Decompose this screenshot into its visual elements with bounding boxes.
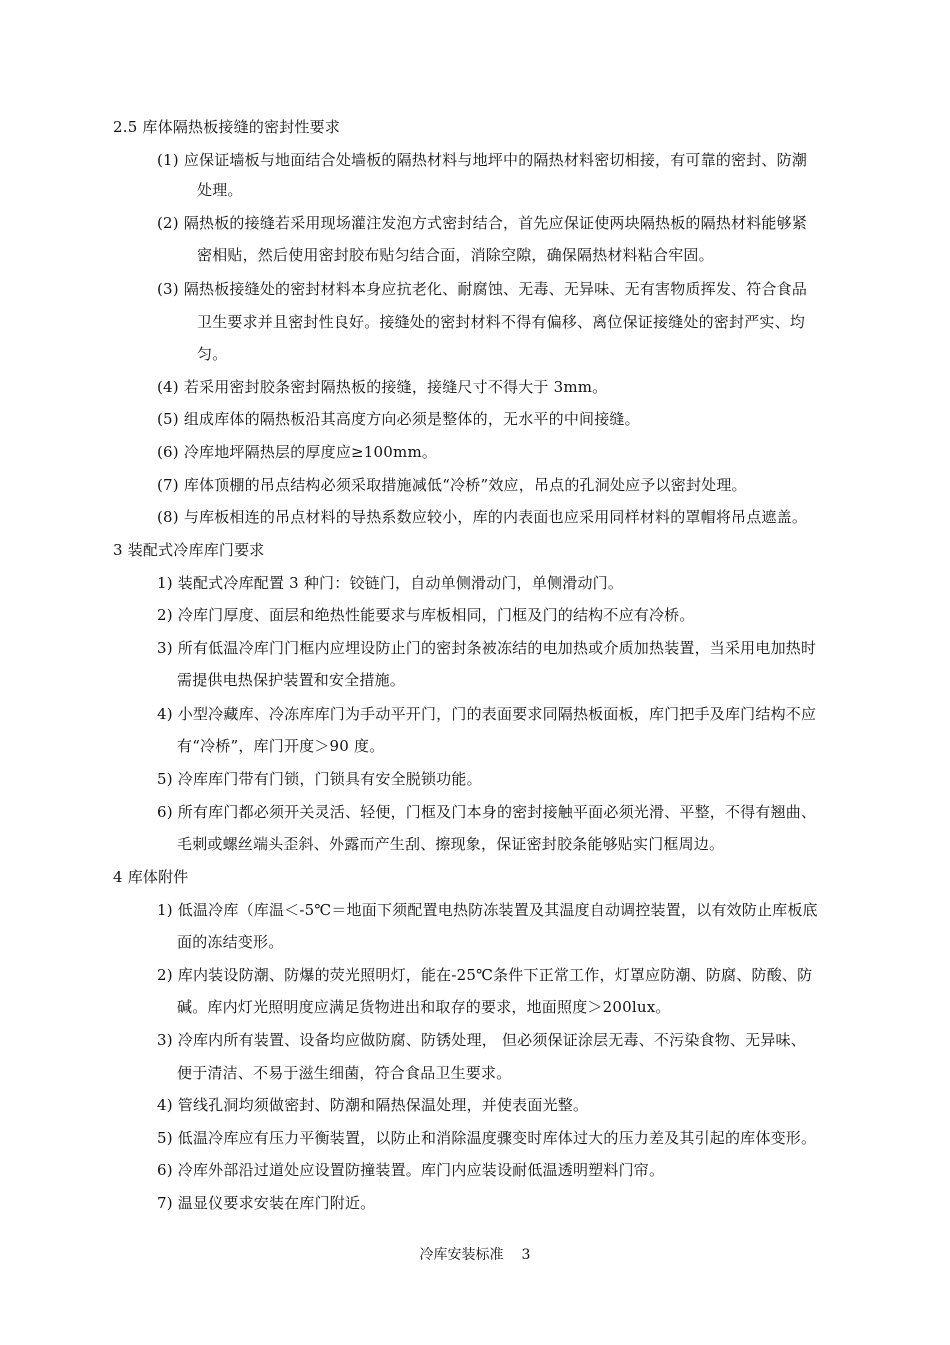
list-item-line: 3) 所有低温冷库门门框内应埋设防止门的密封条被冻结的电加热或介质加热装置，当采用电加热时	[157, 639, 817, 657]
list-item-line: 3) 冷库内所有装置、设备均应做防腐、防锈处理， 但必须保证涂层无毒、不污染食物、无异味、	[157, 1031, 806, 1049]
list-item-line: 有“冷桥”，库门开度＞90 度。	[177, 737, 385, 755]
list-item-line: (7) 库体顶棚的吊点结构必须采取措施减低“冷桥”效应，吊点的孔洞处应予以密封处理。	[157, 476, 747, 494]
section-heading-2-5: 2.5 库体隔热板接缝的密封性要求	[113, 118, 341, 136]
list-item-line: 密相贴，然后使用密封胶布贴匀结合面，消除空隙，确保隔热材料粘合牢固。	[197, 246, 714, 264]
section-heading-4: 4 库体附件	[113, 868, 189, 886]
list-item-line: 5) 低温冷库应有压力平衡装置，以防止和消除温度骤变时库体过大的压力差及其引起的库体变形。	[157, 1129, 817, 1147]
list-item-line: 1) 装配式冷库配置 3 种门：铰链门，自动单侧滑动门，单侧滑动门。	[157, 574, 624, 592]
list-item-line: 1) 低温冷库（库温＜-5℃＝地面下须配置电热防冻装置及其温度自动调控装置，以有效防止库板底	[157, 901, 818, 919]
section-heading-3: 3 装配式冷库库门要求	[113, 541, 265, 559]
list-item-line: 匀。	[197, 345, 228, 363]
list-item-line: (8) 与库板相连的吊点材料的导热系数应较小，库的内表面也应采用同样材料的罩帽将吊点遮盖。	[157, 508, 808, 526]
list-item-line: 5) 冷库库门带有门锁，门锁具有安全脱锁功能。	[157, 770, 482, 788]
list-item-line: 面的冻结变形。	[177, 933, 284, 951]
list-item-line: 卫生要求并且密封性良好。接缝处的密封材料不得有偏移、离位保证接缝处的密封严实、均	[197, 313, 806, 331]
list-item-line: 4) 管线孔洞均须做密封、防潮和隔热保温处理，并使表面光整。	[157, 1096, 589, 1114]
list-item-line: (1) 应保证墙板与地面结合处墙板的隔热材料与地坪中的隔热材料密切相接，有可靠的密封、防潮	[157, 151, 808, 169]
list-item-line: 碱。库内灯光照明度应满足货物进出和取存的要求，地面照度＞200lux。	[177, 998, 671, 1016]
list-item-line: 处理。	[197, 181, 243, 199]
list-item-line: (4) 若采用密封胶条密封隔热板的接缝，接缝尺寸不得大于 3mm。	[157, 378, 608, 396]
list-item-line: 7) 温显仪要求安装在库门附近。	[157, 1194, 376, 1212]
list-item-line: (5) 组成库体的隔热板沿其高度方向必须是整体的，无水平的中间接缝。	[157, 410, 640, 428]
list-item-line: (2) 隔热板的接缝若采用现场灌注发泡方式密封结合，首先应保证使两块隔热板的隔热材料能够紧	[157, 214, 808, 232]
list-item-line: 6) 冷库外部沿过道处应设置防撞装置。库门内应装设耐低温透明塑料门帘。	[157, 1161, 665, 1179]
list-item-line: 4) 小型冷藏库、冷冻库库门为手动平开门，门的表面要求同隔热板面板，库门把手及库门结构不应	[157, 705, 817, 723]
list-item-line: 2) 冷库门厚度、面层和绝热性能要求与库板相同，门框及门的结构不应有冷桥。	[157, 606, 695, 624]
footer-title: 冷库安装标准	[419, 1247, 504, 1263]
list-item-line: 2) 库内装设防潮、防爆的荧光照明灯，能在-25℃条件下正常工作，灯罩应防潮、防腐、防酸、防	[157, 966, 813, 984]
list-item-line: 便于清洁、不易于滋生细菌，符合食品卫生要求。	[177, 1064, 512, 1082]
list-item-line: (6) 冷库地坪隔热层的厚度应≥100mm。	[157, 443, 438, 461]
page-number: 3	[521, 1247, 531, 1263]
list-item-line: 毛刺或螺丝端头歪斜、外露而产生刮、擦现象，保证密封胶条能够贴实门框周边。	[177, 835, 725, 853]
page-footer	[0, 1245, 950, 1265]
list-item-line: 6) 所有库门都必须开关灵活、轻便，门框及门本身的密封接触平面必须光滑、平整，不得有翘曲、	[157, 803, 817, 821]
list-item-line: (3) 隔热板接缝处的密封材料本身应抗老化、耐腐蚀、无毒、无异味、无有害物质挥发、符合食品	[157, 280, 808, 298]
list-item-line: 需提供电热保护装置和安全措施。	[177, 671, 406, 689]
